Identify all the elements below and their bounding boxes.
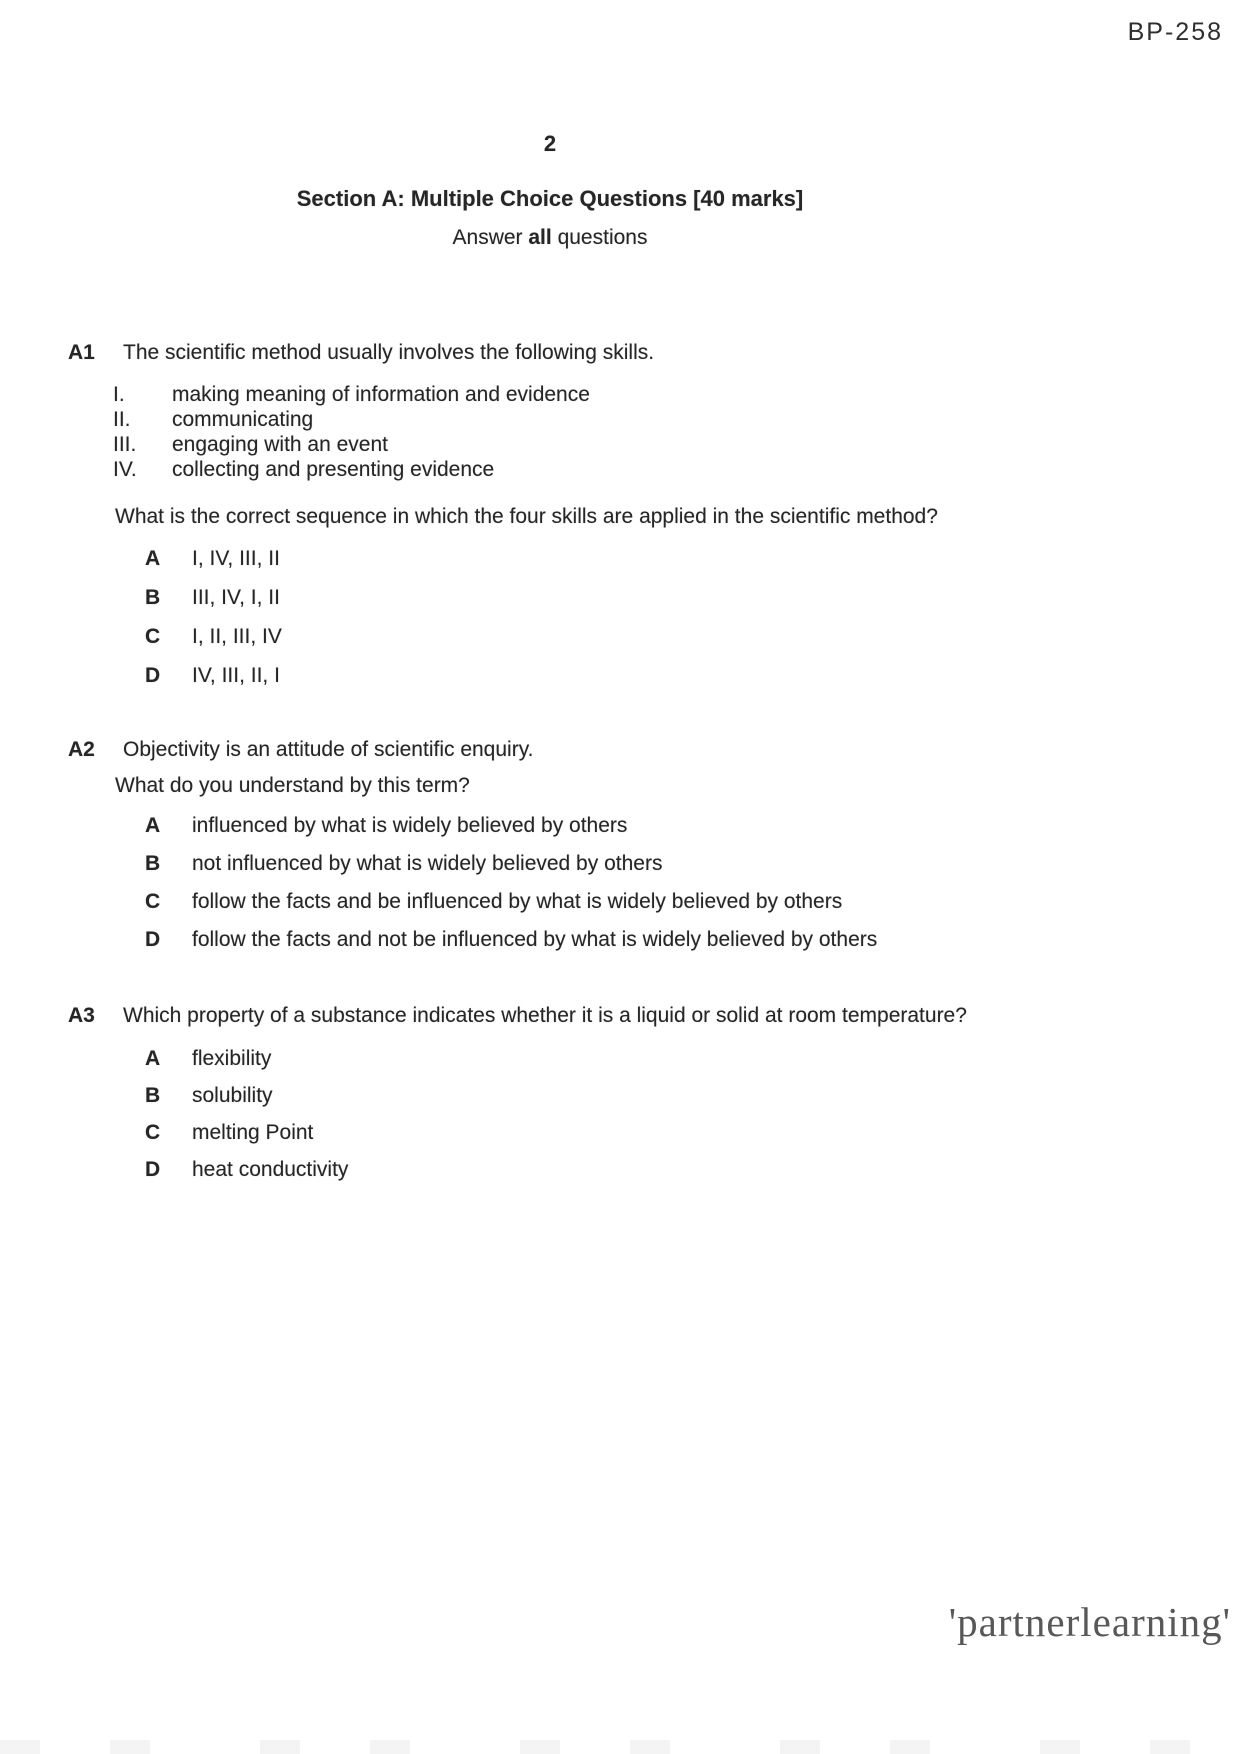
list-item-text: collecting and presenting evidence [172,458,495,481]
answer-option [0,889,1200,915]
question-stem [0,1003,1200,1029]
question-stem [0,340,1200,366]
answer-option [0,851,1200,877]
question-a1 [0,340,1200,702]
list-item [0,407,1200,432]
option-text: flexibility [192,1047,272,1070]
answer-option [0,624,1200,650]
answer-option [0,1083,1200,1109]
list-numeral: III. [113,433,137,456]
doc-code: BP-258 [1127,18,1223,46]
instruction-suffix: questions [551,226,648,249]
option-letter: C [145,1121,161,1144]
option-letter: A [145,547,161,570]
answer-options [0,546,1200,689]
roman-numeral-list [0,382,1200,482]
answer-option [0,927,1200,953]
list-item-text: making meaning of information and evidence [172,383,590,406]
option-text: III, IV, I, II [192,586,280,609]
instruction-emphasis: all [528,226,552,249]
option-letter: A [145,814,161,837]
option-text: heat conductivity [192,1158,349,1181]
option-text: follow the facts and be influenced by what is widely believed by others [192,890,843,913]
list-item [0,432,1200,457]
question-number: A3 [68,1004,95,1027]
answer-option [0,663,1200,689]
answer-option [0,1046,1200,1072]
question-text: Which property of a substance indicates whether it is a liquid or solid at room temperature? [123,1004,967,1027]
answer-option [0,1157,1200,1183]
question-number: A1 [68,341,95,364]
watermark: 'partnerlearning' [948,1599,1231,1645]
option-text: IV, III, II, I [192,664,280,687]
option-text: follow the facts and not be influenced by what is widely believed by others [192,928,878,951]
option-text: melting Point [192,1121,314,1144]
page-number: 2 [543,131,557,156]
list-item-text: communicating [172,408,314,431]
question-a3 [0,1003,1200,1194]
option-letter: A [145,1047,161,1070]
answer-option [0,813,1200,839]
question-number: A2 [68,738,95,761]
section-instruction [0,226,1100,250]
option-text: solubility [192,1084,273,1107]
answer-option [0,1120,1200,1146]
list-numeral: IV. [113,458,137,481]
question-continuation: What do you understand by this term? [115,774,470,797]
option-letter: D [145,664,161,687]
option-text: I, IV, III, II [192,547,280,570]
question-text: Objectivity is an attitude of scientific enquiry. [123,738,534,761]
option-text: I, II, III, IV [192,625,282,648]
option-letter: D [145,1158,161,1181]
list-item [0,382,1200,407]
instruction-prefix: Answer [452,226,529,249]
option-letter: B [145,586,161,609]
option-letter: C [145,625,161,648]
question-continuation: What is the correct sequence in which the four skills are applied in the scientific method? [115,505,938,528]
list-numeral: II. [113,408,131,431]
answer-option [0,585,1200,611]
list-item-text: engaging with an event [172,433,388,456]
answer-option [0,546,1200,572]
list-numeral: I. [113,383,125,406]
question-text: The scientific method usually involves the following skills. [123,341,655,364]
option-letter: B [145,1084,161,1107]
option-letter: B [145,852,161,875]
option-text: influenced by what is widely believed by others [192,814,628,837]
section-title: Section A: Multiple Choice Questions [40 marks] [296,186,804,211]
list-item [0,457,1200,482]
option-text: not influenced by what is widely believed by others [192,852,663,875]
answer-options [0,1046,1200,1183]
option-letter: D [145,928,161,951]
option-letter: C [145,890,161,913]
answer-options [0,813,1200,953]
question-a2 [0,737,1200,965]
question-stem [0,737,1200,763]
